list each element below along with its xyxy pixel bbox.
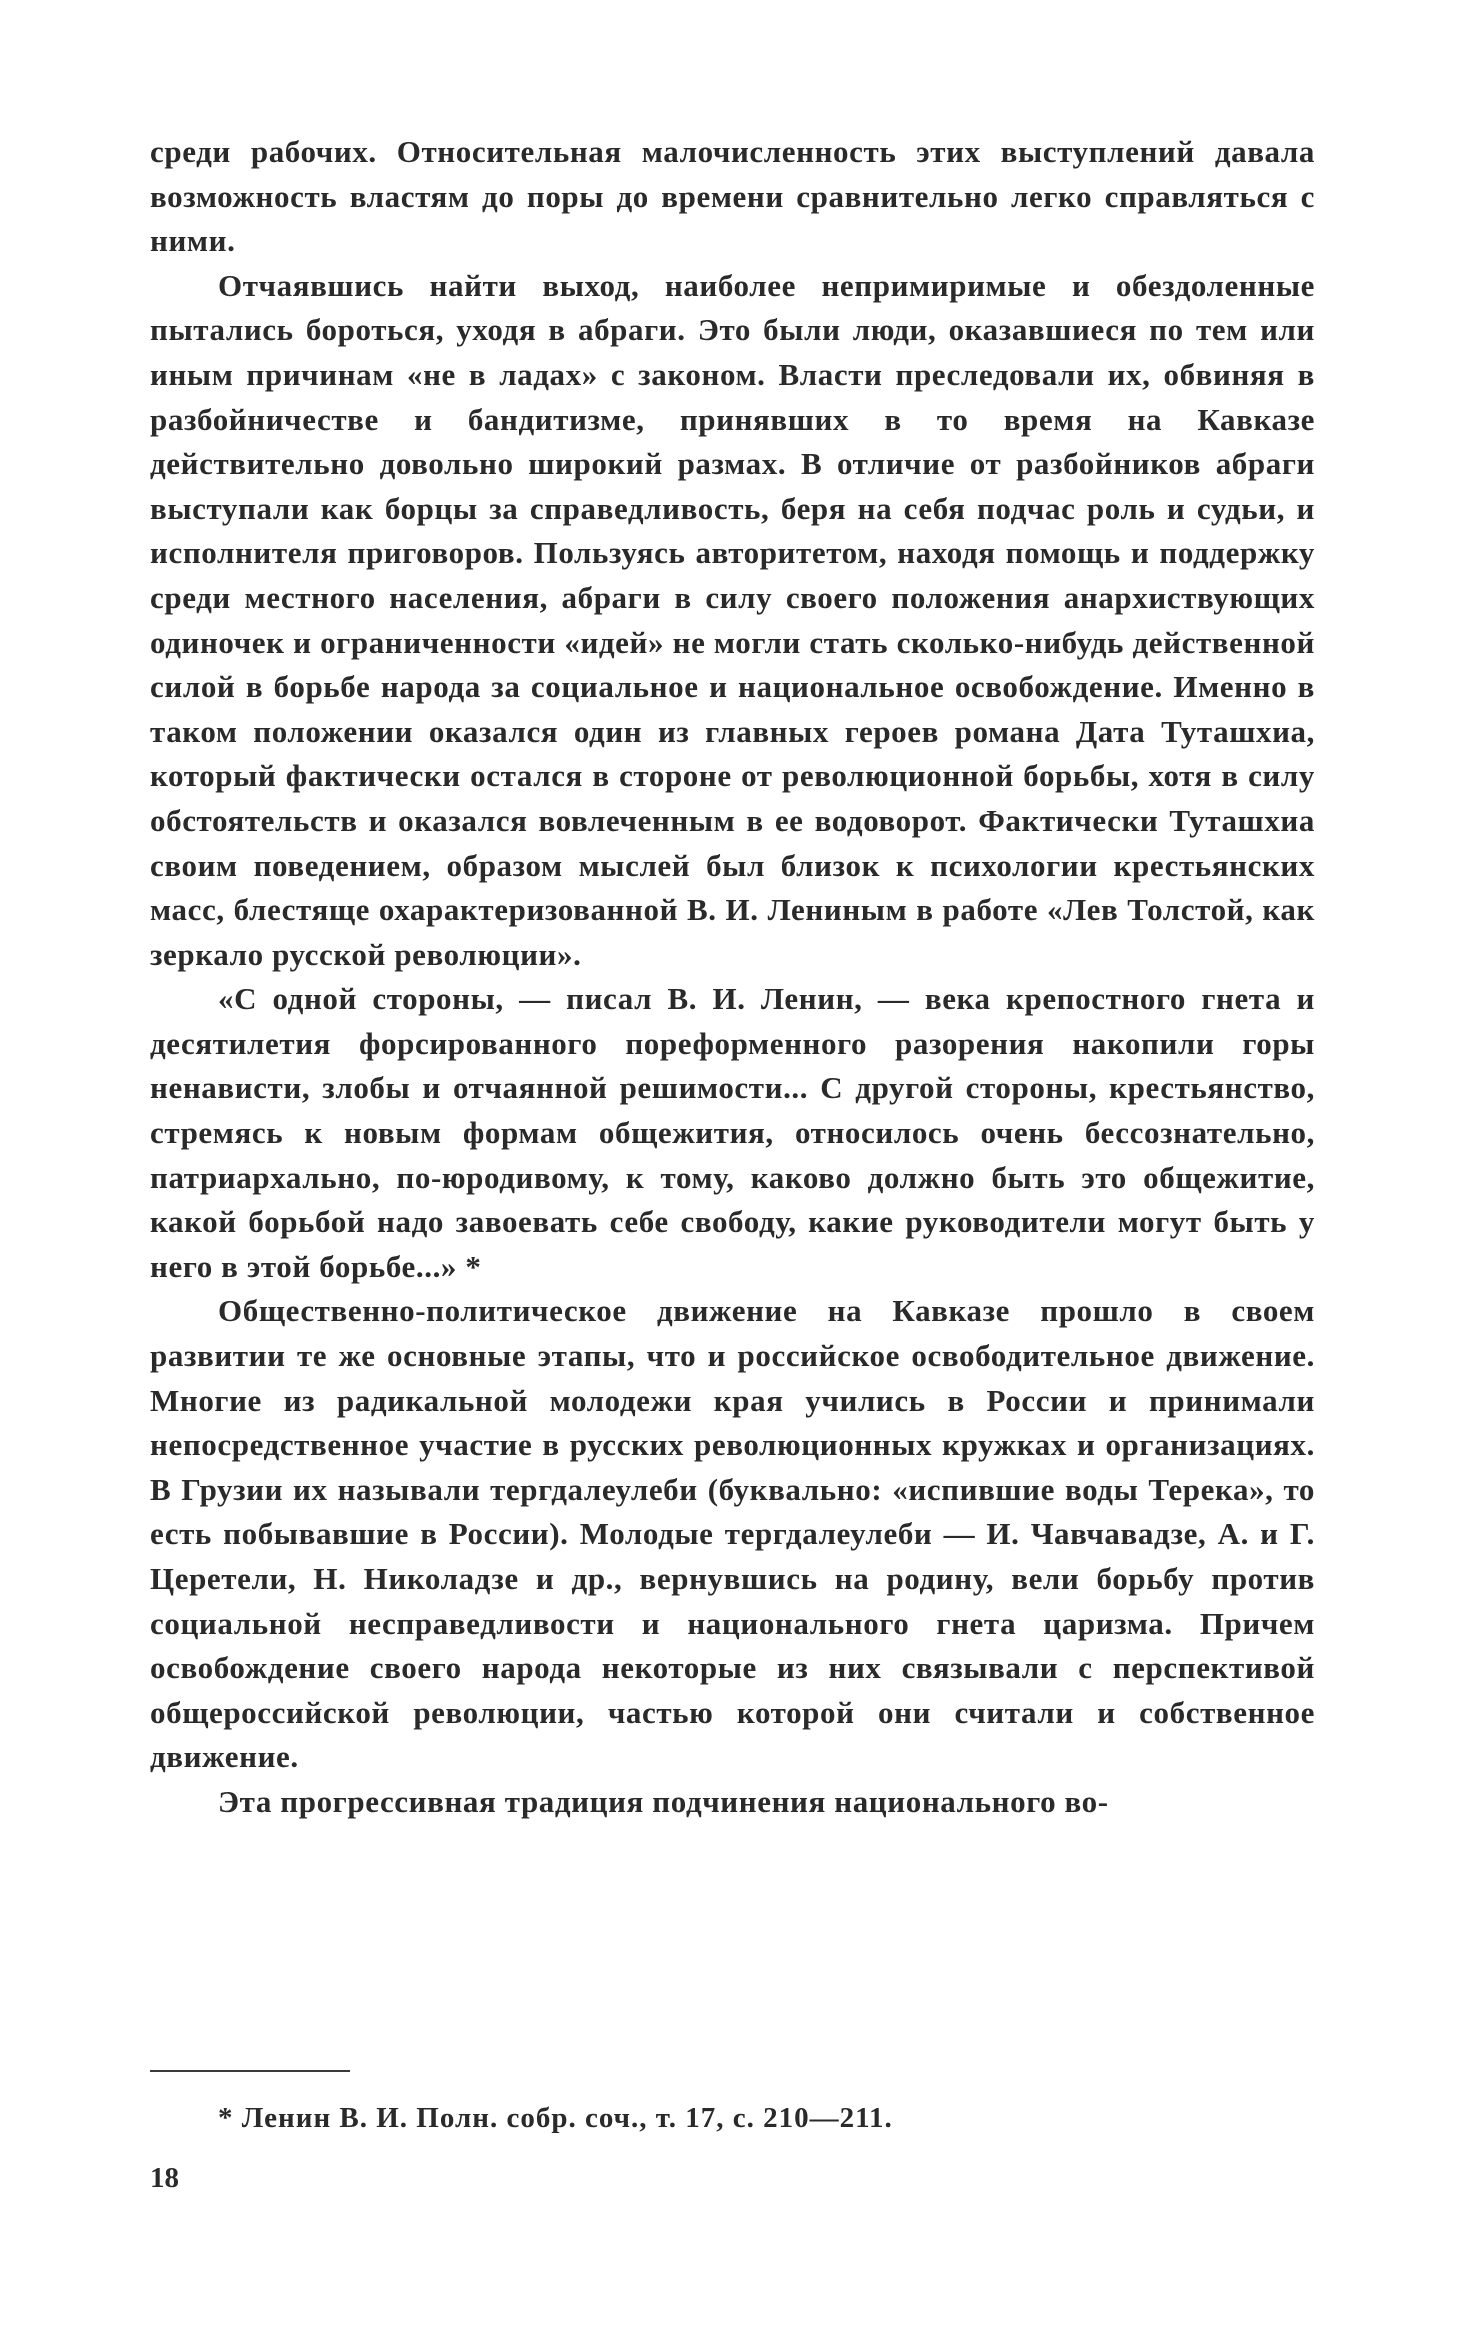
page-number: 18 bbox=[150, 2162, 179, 2194]
paragraph-3-quote: «С одной стороны, — писал В. И. Ленин, — века крепостного гнета и десятилетия форсированного пореформенного разорения накопили горы ненависти, злобы и отчаянной решимости... С другой стороны, крестьянство, стремясь к новым формам общежития, относилось очень бессознательно, патриархально, по-юродивому, к тому, каково должно быть это общежитие, какой борьбой надо завоевать себе свободу, какие руководители могут быть у него в этой борьбе...» * bbox=[150, 981, 1315, 1284]
main-text bbox=[150, 130, 1315, 1825]
paragraph-5: Эта прогрессивная традиция подчинения национального во- bbox=[218, 1783, 1109, 1819]
footnote-divider bbox=[150, 2070, 350, 2072]
paragraph-4: Общественно-политическое движение на Кавказе прошло в своем развитии те же основные этапы, что и российское освободительное движение. Многие из радикальной молодежи края учились в России и принимали непосредственное участие в русских революционных кружках и организациях. В Грузии их называли тергдалеулеби (буквально: «испившие воды Терека», то есть побывавшие в России). Молодые тергдалеулеби — И. Чавчавадзе, А. и Г. Церетели, Н. Николадзе и др., вернувшись на родину, вели борьбу против социальной несправедливости и национального гнета царизма. Причем освобождение своего народа некоторые из них связывали с перспективой общероссийской революции, частью которой они считали и собственное движение. bbox=[150, 1293, 1315, 1775]
paragraph-2: Отчаявшись найти выход, наиболее непримиримые и обездоленные пытались бороться, уходя в абраги. Это были люди, оказавшиеся по тем или иным причинам «не в ладах» с законом. Власти преследовали их, обвиняя в разбойничестве и бандитизме, принявших в то время на Кавказе действительно довольно широкий размах. В отличие от разбойников абраги выступали как борцы за справедливость, беря на себя подчас роль и судьи, и исполнителя приговоров. Пользуясь авторитетом, находя помощь и поддержку среди местного населения, абраги в силу своего положения анархиствующих одиночек и ограниченности «идей» не могли стать сколько-нибудь действенной силой в борьбе народа за социальное и национальное освобождение. Именно в таком положении оказался один из главных героев романа Дата Туташхиа, который фактически остался в стороне от революционной борьбы, хотя в силу обстоятельств и оказался вовлеченным в ее водоворот. Фактически Туташхиа своим поведением, образом мыслей был близок к психологии крестьянских масс, блестяще охарактеризованной В. И. Лениным в работе «Лев Толстой, как зеркало русской революции». bbox=[150, 267, 1315, 972]
footnote: * Ленин В. И. Полн. собр. соч., т. 17, с. 210—211. bbox=[218, 2102, 893, 2134]
paragraph-1: среди рабочих. Относительная малочисленность этих выступлений давала возможность властям до поры до времени сравнительно легко справляться с ними. bbox=[150, 134, 1315, 259]
